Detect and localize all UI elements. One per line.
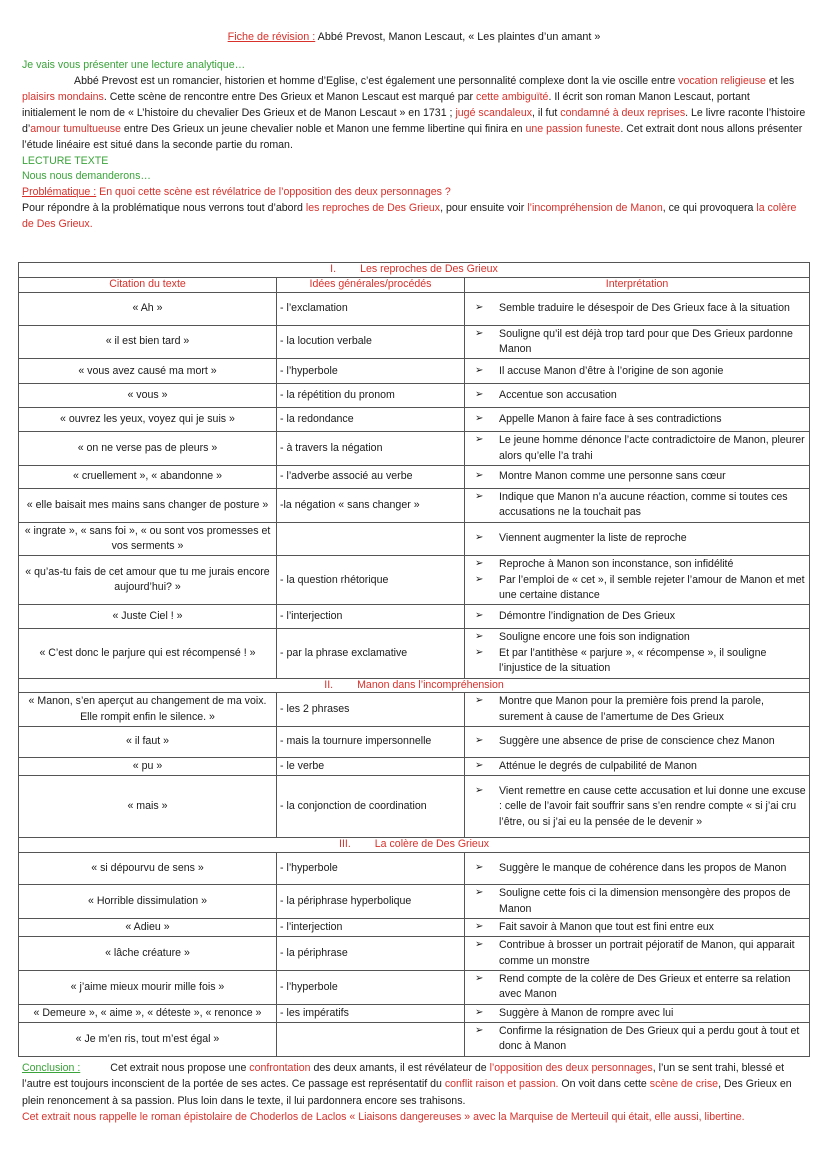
table-row	[19, 1004, 810, 1022]
interpretation-cell	[465, 384, 810, 408]
interpretation-text: Rend compte de la colère de Des Grieux et enterre sa relation avec Manon	[499, 972, 791, 1001]
lecture-texte: LECTURE TEXTE	[22, 154, 109, 167]
procede-cell: - la périphrase	[277, 937, 465, 971]
procede-cell: - la périphrase hyperbolique	[277, 885, 465, 919]
intro-segment: . Cet extrait dont nous allons présenter l’étude linéaire est situé dans la seconde partie du roman.	[22, 122, 803, 151]
interpretation-cell	[465, 918, 810, 936]
title-text: Abbé Prevost, Manon Lescaut, « Les plaintes d’un amant »	[315, 31, 601, 43]
interpretation-text: Suggère à Manon de rompre avec lui	[499, 1006, 674, 1019]
conclusion-segment: Cet extrait nous propose une	[110, 1062, 250, 1074]
table-row	[19, 885, 810, 919]
conclusion-segment: On voit dans cette	[558, 1078, 650, 1091]
interpretation-text: Par l’emploi de « cet », il semble rejeter l’amour de Manon et met une certaine distance	[499, 573, 805, 602]
table-row	[19, 693, 810, 727]
interpretation-bullet	[473, 694, 806, 725]
interpretation-bullet	[473, 861, 806, 876]
table-row	[19, 488, 810, 522]
section-title	[19, 263, 810, 278]
interpretation-text: Suggère une absence de prise de conscience chez Manon	[499, 735, 775, 748]
title-label: Fiche de révision :	[227, 31, 316, 43]
table-row	[19, 325, 810, 359]
procede-cell	[277, 1023, 465, 1057]
citation-cell: « il faut »	[19, 727, 277, 758]
citation-cell: « Juste Ciel ! »	[19, 605, 277, 629]
interpretation-cell	[465, 727, 810, 758]
interpretation-text: Indique que Manon n’a aucune réaction, comme si toutes ces accusations ne la touchait pas	[499, 490, 788, 519]
intro-segment: entre Des Grieux un jeune chevalier noble et Manon une femme libertine qui finira en	[120, 122, 526, 135]
procede-cell: - mais la tournure impersonnelle	[277, 727, 465, 758]
procede-cell	[277, 522, 465, 556]
interpretation-text: Il accuse Manon d’être à l’origine de son agonie	[499, 364, 724, 377]
table-row	[19, 384, 810, 408]
section-header-row	[19, 678, 810, 693]
conclusion-segment: confrontation	[249, 1062, 311, 1074]
interpretation-cell	[465, 488, 810, 522]
problematique-text: En quoi cette scène est révélatrice de l’opposition des deux personnages ?	[96, 186, 451, 199]
table-row	[19, 556, 810, 605]
interpretation-column-header: Interprétation	[465, 277, 810, 292]
conclusion	[22, 1060, 808, 1126]
table-row	[19, 408, 810, 432]
section-number: II.	[324, 678, 334, 691]
intro-segment: vocation religieuse	[678, 75, 766, 88]
arrow-bullet-icon: ➢	[475, 695, 484, 707]
interpretation-bullet	[473, 433, 806, 464]
interpretation-cell	[465, 853, 810, 885]
interpretation-text: Souligne encore une fois son indignation	[499, 631, 690, 644]
interpretation-cell	[465, 1023, 810, 1057]
citation-cell: « qu’as-tu fais de cet amour que tu me jurais encore aujourd’hui? »	[19, 556, 277, 605]
citation-cell: « on ne verse pas de pleurs »	[19, 432, 277, 466]
table-row	[19, 776, 810, 838]
interpretation-text: Fait savoir à Manon que tout est fini entre eux	[499, 920, 714, 933]
interpretation-cell	[465, 970, 810, 1004]
interpretation-text: Vient remettre en cause cette accusation et lui donne une excuse : celle de l’avoir fait souffrir sans s’en rendre compte « si j’ai cru l’être, ou si j’ai eu la pensée de le devenir »	[499, 784, 806, 828]
arrow-bullet-icon: ➢	[475, 364, 484, 376]
arrow-bullet-icon: ➢	[475, 413, 484, 425]
section-number: III.	[339, 838, 351, 851]
interpretation-bullet	[473, 920, 806, 935]
problematique-label: Problématique :	[22, 186, 97, 199]
conclusion-paragraph	[22, 1060, 808, 1109]
arrow-bullet-icon: ➢	[475, 573, 484, 585]
procede-cell: - par la phrase exclamative	[277, 629, 465, 678]
interpretation-bullet	[473, 301, 806, 316]
interpretation-text: Montre que Manon pour la première fois prend la parole, surement à cause de l’amertume de Des Grieux	[499, 695, 764, 723]
table-row	[19, 937, 810, 971]
interpretation-bullet	[473, 412, 806, 427]
intro-segment: cette ambiguïté	[476, 90, 549, 103]
procede-cell: - le verbe	[277, 758, 465, 776]
arrow-bullet-icon: ➢	[475, 327, 484, 339]
citation-cell: « lâche créature »	[19, 937, 277, 971]
conclusion-final: Cet extrait nous rappelle le roman épistolaire de Choderlos de Laclos « Liaisons dangereuses » avec la Marquise de Merteuil qui était, elle aussi, libertine.	[22, 1111, 745, 1124]
interpretation-text: Semble traduire le désespoir de Des Grieux face à la situation	[499, 301, 790, 314]
procede-cell: - la répétition du pronom	[277, 384, 465, 408]
arrow-bullet-icon: ➢	[475, 646, 484, 658]
citation-cell: « C’est donc le parjure qui est récompensé ! »	[19, 629, 277, 678]
procede-cell: -la négation « sans changer »	[277, 488, 465, 522]
conclusion-segment: , l’un se sent trahi, blessé et l’autre est toujours inconscient de la portée de ses actes. Ce passage est représentatif du	[22, 1062, 785, 1091]
arrow-bullet-icon: ➢	[475, 1006, 484, 1018]
section-header-row	[19, 263, 810, 278]
arrow-bullet-icon: ➢	[475, 301, 484, 313]
procedes-column-header: Idées générales/procédés	[277, 277, 465, 292]
table-row	[19, 1023, 810, 1057]
intro-segment: et les	[765, 75, 795, 88]
interpretation-text: Contribue à brosser un portrait péjoratif de Manon, qui apparait comme un monstre	[499, 939, 795, 967]
section-number: I.	[330, 263, 337, 275]
interpretation-bullet	[473, 609, 806, 624]
citation-cell: « vous avez causé ma mort »	[19, 359, 277, 384]
table-row	[19, 359, 810, 384]
conclusion-segment: , Des Grieux en plein renoncement à sa passion. Plus loin dans le texte, il lui pardonnera encore ses trahisons.	[22, 1078, 792, 1107]
interpretation-text: Le jeune homme dénonce l’acte contradictoire de Manon, pleurer alors qu’elle l’a trahi	[499, 434, 805, 462]
arrow-bullet-icon: ➢	[475, 887, 484, 899]
interpretation-text: Montre Manon comme une personne sans cœur	[499, 470, 726, 483]
interpretation-bullet	[473, 364, 806, 379]
interpretation-cell	[465, 693, 810, 727]
table-row	[19, 522, 810, 556]
conclusion-segment: conflit raison et passion.	[444, 1078, 559, 1091]
interpretation-text: Viennent augmenter la liste de reproche	[499, 532, 687, 545]
intro-segment: jugé scandaleux	[455, 106, 533, 119]
interpretation-cell	[465, 937, 810, 971]
arrow-bullet-icon: ➢	[475, 434, 484, 446]
arrow-bullet-icon: ➢	[475, 470, 484, 482]
interpretation-bullet	[473, 784, 806, 830]
procede-cell: - l’exclamation	[277, 292, 465, 325]
citation-cell: « mais »	[19, 776, 277, 838]
arrow-bullet-icon: ➢	[475, 558, 484, 570]
intro-paragraph	[22, 74, 806, 153]
citation-cell: « Horrible dissimulation »	[19, 885, 277, 919]
interpretation-bullet	[473, 557, 806, 572]
plan-segment: Pour répondre à la problématique nous verrons tout d’abord	[22, 202, 306, 215]
interpretation-text: Démontre l’indignation de Des Grieux	[499, 610, 676, 623]
interpretation-text: Souligne qu’il est déjà trop tard pour que Des Grieux pardonne Manon	[499, 327, 793, 355]
interpretation-cell	[465, 605, 810, 629]
intro-segment: . Cette scène de rencontre entre Des Grieux et Manon Lescaut est marqué par	[103, 90, 477, 103]
interpretation-text: Suggère le manque de cohérence dans les propos de Manon	[499, 861, 787, 874]
arrow-bullet-icon: ➢	[475, 1025, 484, 1037]
citation-cell: « ingrate », « sans foi », « ou sont vos promesses et vos serments »	[19, 522, 277, 556]
citation-cell: « Demeure », « aime », « déteste », « renonce »	[19, 1004, 277, 1022]
interpretation-bullet	[473, 1006, 806, 1021]
interpretation-bullet	[473, 630, 806, 645]
interpretation-cell	[465, 292, 810, 325]
section-label: Les reproches de Des Grieux	[360, 263, 498, 275]
interpretation-text: Reproche à Manon son inconstance, son infidélité	[499, 558, 734, 571]
section-title	[19, 678, 810, 693]
table-row	[19, 432, 810, 466]
plan-segment: l’incompréhension de Manon	[527, 202, 663, 215]
interpretation-text: Souligne cette fois ci la dimension mensongère des propos de Manon	[499, 887, 791, 915]
procede-cell: - l’interjection	[277, 918, 465, 936]
intro-segment: amour tumultueuse	[30, 122, 121, 135]
interpretation-bullet	[473, 734, 806, 749]
interpretation-text: Appelle Manon à faire face à ses contradictions	[499, 413, 722, 426]
interpretation-cell	[465, 885, 810, 919]
arrow-bullet-icon: ➢	[475, 972, 484, 984]
table-row	[19, 853, 810, 885]
procede-cell: - la question rhétorique	[277, 556, 465, 605]
interpretation-bullet	[473, 646, 806, 677]
intro-demanderons: Nous nous demanderons…	[22, 170, 151, 183]
section-label: Manon dans l’incompréhension	[357, 678, 504, 691]
arrow-bullet-icon: ➢	[475, 631, 484, 643]
intro-segment: . Le livre raconte l’histoire d’	[22, 106, 806, 135]
procede-cell: - les impératifs	[277, 1004, 465, 1022]
conclusion-segment: l’opposition des deux personnages	[489, 1062, 653, 1074]
procede-cell: - l’hyperbole	[277, 359, 465, 384]
procede-cell: - l’interjection	[277, 605, 465, 629]
interpretation-bullet	[473, 886, 806, 917]
table-row	[19, 629, 810, 678]
procede-cell: - la conjonction de coordination	[277, 776, 465, 838]
column-header-row	[19, 277, 810, 292]
arrow-bullet-icon: ➢	[475, 610, 484, 622]
plan-segment: , ce qui provoquera	[662, 202, 757, 215]
intro-plan	[22, 201, 806, 233]
procede-cell: - l’hyperbole	[277, 970, 465, 1004]
citation-cell: « il est bien tard »	[19, 325, 277, 359]
intro-segment: une passion funeste	[525, 122, 621, 135]
arrow-bullet-icon: ➢	[475, 532, 484, 544]
conclusion-label: Conclusion :	[22, 1062, 81, 1074]
interpretation-cell	[465, 1004, 810, 1022]
citation-cell: « Adieu »	[19, 918, 277, 936]
intro-segment: condamné à deux reprises	[560, 106, 686, 119]
procede-cell: - la locution verbale	[277, 325, 465, 359]
table-row	[19, 727, 810, 758]
citation-cell: « ouvrez les yeux, voyez qui je suis »	[19, 408, 277, 432]
procede-cell: - l’adverbe associé au verbe	[277, 465, 465, 488]
interpretation-text: Atténue le degrés de culpabilité de Manon	[499, 760, 697, 773]
table-row	[19, 970, 810, 1004]
interpretation-text: Et par l’antithèse « parjure », « récompense », il souligne l’injustice de la situation	[499, 646, 767, 675]
conclusion-segment: scène de crise	[649, 1078, 719, 1091]
revision-table	[18, 262, 810, 1057]
table-row	[19, 292, 810, 325]
citation-column-header: Citation du texte	[19, 277, 277, 292]
interpretation-bullet	[473, 938, 806, 969]
interpretation-bullet	[473, 327, 806, 358]
interpretation-bullet	[473, 1024, 806, 1055]
arrow-bullet-icon: ➢	[475, 490, 484, 502]
interpretation-cell	[465, 522, 810, 556]
interpretation-bullet	[473, 388, 806, 403]
interpretation-cell	[465, 556, 810, 605]
interpretation-cell	[465, 408, 810, 432]
interpretation-cell	[465, 776, 810, 838]
citation-cell: « cruellement », « abandonne »	[19, 465, 277, 488]
arrow-bullet-icon: ➢	[475, 389, 484, 401]
introduction	[22, 58, 806, 233]
table-row	[19, 605, 810, 629]
table-row	[19, 918, 810, 936]
arrow-bullet-icon: ➢	[475, 735, 484, 747]
procede-cell: - l’hyperbole	[277, 853, 465, 885]
plan-segment: , pour ensuite voir	[440, 202, 528, 215]
citation-cell: « si dépourvu de sens »	[19, 853, 277, 885]
interpretation-bullet	[473, 469, 806, 484]
arrow-bullet-icon: ➢	[475, 784, 484, 796]
interpretation-bullet	[473, 531, 806, 546]
arrow-bullet-icon: ➢	[475, 861, 484, 873]
procede-cell: - la redondance	[277, 408, 465, 432]
procede-cell: - les 2 phrases	[277, 693, 465, 727]
citation-cell: « Je m’en ris, tout m’est égal »	[19, 1023, 277, 1057]
citation-cell: « elle baisait mes mains sans changer de posture »	[19, 488, 277, 522]
arrow-bullet-icon: ➢	[475, 939, 484, 951]
arrow-bullet-icon: ➢	[475, 920, 484, 932]
section-label: La colère de Des Grieux	[374, 838, 490, 851]
intro-segment: Abbé Prevost est un romancier, historien et homme d’Eglise, c’est également une personnalité complexe dont la vie oscille entre	[74, 75, 679, 88]
table-row	[19, 465, 810, 488]
citation-cell: « vous »	[19, 384, 277, 408]
citation-cell: « Manon, s’en aperçut au changement de ma voix. Elle rompit enfin le silence. »	[19, 693, 277, 727]
section-title	[19, 838, 810, 853]
interpretation-bullet	[473, 972, 806, 1003]
interpretation-text: Confirme la résignation de Des Grieux qui a perdu gout à tout et donc à Manon	[499, 1025, 800, 1053]
citation-cell: « Ah »	[19, 292, 277, 325]
interpretation-cell	[465, 629, 810, 678]
intro-segment: , il fut	[532, 106, 561, 119]
intro-opening: Je vais vous présenter une lecture analytique…	[22, 59, 246, 72]
interpretation-cell	[465, 465, 810, 488]
citation-cell: « pu »	[19, 758, 277, 776]
interpretation-cell	[465, 432, 810, 466]
interpretation-bullet	[473, 490, 806, 521]
plan-segment: la colère de Des Grieux.	[22, 202, 797, 231]
interpretation-text: Accentue son accusation	[499, 389, 617, 402]
interpretation-bullet	[473, 759, 806, 774]
interpretation-cell	[465, 325, 810, 359]
citation-cell: « j’aime mieux mourir mille fois »	[19, 970, 277, 1004]
procede-cell: - à travers la négation	[277, 432, 465, 466]
conclusion-segment: des deux amants, il est révélateur de	[310, 1062, 490, 1074]
document-title	[22, 29, 806, 45]
plan-segment: les reproches de Des Grieux	[305, 202, 441, 215]
intro-segment: . Il écrit son roman Manon Lescaut, portant initialement le nom de « L’histoire du chevalier Des Grieux et de Manon Lescaut » en 1731 ;	[22, 90, 750, 119]
intro-segment: plaisirs mondains	[22, 90, 104, 103]
problematique	[22, 185, 806, 201]
interpretation-bullet	[473, 573, 806, 604]
table-row	[19, 758, 810, 776]
section-header-row	[19, 838, 810, 853]
arrow-bullet-icon: ➢	[475, 760, 484, 772]
interpretation-cell	[465, 758, 810, 776]
interpretation-cell	[465, 359, 810, 384]
